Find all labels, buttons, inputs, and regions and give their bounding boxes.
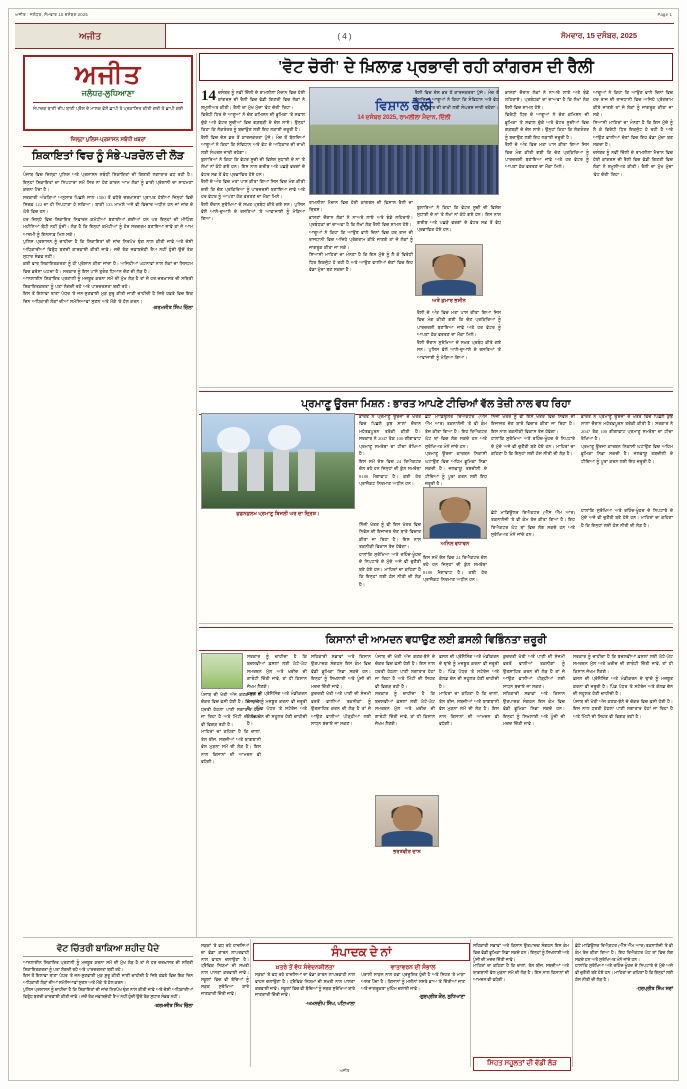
rally-col-2 [309,199,413,273]
nuclear-col-5 [359,521,421,588]
col-rule-2 [250,939,251,1067]
letters-col3-text2: ਮਾਹਿਰਾਂ ਦਾ ਕਹਿਣਾ ਹੈ ਕਿ ਦਾਲਾਂ, ਤੇਲ ਬੀਜ, ਸਬਜ਼ੀਆਂ ਅਤੇ ਬਾਗ਼ਬਾਨੀ ਵੱਲ ਮੁੜਨਾ ਸਮੇਂ ਦੀ ਲੋੜ ਹੈ। ਇਸ ਨਾਲ ਕਿਸਾਨਾਂ ਦੀ ਆਮਦਨ ਵੀ ਵਧੇਗੀ। [473,963,569,983]
nuclear-photo [201,413,355,509]
letter-2-title: ਵਾਤਾਵਰਨ ਦੀ ਸੰਭਾਲ [390,965,436,971]
nuclear-col-7 [491,509,575,539]
nuclear-author-face [441,497,470,523]
farm-p1: ਪੰਜਾਬ ਦੀ ਖੇਤੀ ਅੱਜ ਕਣਕ-ਝੋਨੇ ਦੇ ਚੱਕਰ ਵਿਚ ਫਸੀ ਹੋਈ ਹੈ। ਇਸ ਨਾਲ ਧਰਤੀ ਹੇਠਲਾ ਪਾਣੀ ਲਗਾਤਾਰ ਹੇਠਾਂ ਜਾ ਰਿਹਾ ਹੈ ਅਤੇ ਮਿੱਟੀ ਦੀ ਸਿਹਤ ਵੀ ਵਿਗੜ ਰਹੀ ਹੈ। [201,692,262,727]
nuclear-author-photo [423,487,487,539]
nuclear-p8: ਪ੍ਰਮਾਣੂ ਊਰਜਾ ਕਾਰਬਨ ਨਿਕਾਸੀ ਘਟਾਉਣ ਵਿਚ ਅਹਿਮ ਭੂਮਿਕਾ ਨਿਭਾ ਸਕਦੀ ਹੈ। ਜਲਵਾਯੂ ਤਬਦੀਲੀ ਦੇ ਟੀਚਿਆਂ ਨੂੰ ਪੂਰਾ ਕਰਨ ਲਈ ਇਹ ਜ਼ਰੂਰੀ ਹੈ। [581,443,673,464]
cooling-tower-2 [247,449,264,491]
rally-p5: ਰੈਲੀ ਦੇ ਅੰਤ ਵਿਚ ਮਤਾ ਪਾਸ ਕੀਤਾ ਗਿਆ ਜਿਸ ਵਿਚ ਮੰਗ ਕੀਤੀ ਗਈ ਕਿ ਚੋਣ ਪ੍ਰਕਿਰਿਆ ਨੂੰ ਪਾਰਦਰਸ਼ੀ ਬਣਾਇਆ ਜਾਵੇ ਅਤੇ ਹਰ ਵੋਟਰ ਨੂੰ ਆਪਣਾ ਹੱਕ ਵਰਤਣ ਦਾ ਮੌਕਾ ਮਿਲੇ। [201,179,305,200]
cooling-tower-1 [222,449,239,491]
nuclear-col-6 [423,554,487,584]
rally-p3: ਰੈਲੀ ਵਿਚ ਦੇਸ਼ ਭਰ ਤੋਂ ਕਾਰਜਕਰਤਾ ਪੁੱਜੇ। ਮੰਚ ਤੋਂ ਬੋਲਦਿਆਂ ਆਗੂਆਂ ਨੇ ਕਿਹਾ ਕਿ ਸੰਵਿਧਾਨ ਅਤੇ ਵੋਟ ਦੇ ਅਧਿਕਾਰ ਦੀ ਰਾਖੀ ਲਈ ਸੰਘਰਸ਼ ਜਾਰੀ ਰਹੇਗਾ। [201,134,305,155]
author-shoulders [422,280,476,295]
rally-p4: ਬੁਲਾਰਿਆਂ ਨੇ ਕਿਹਾ ਕਿ ਵੋਟਰ ਸੂਚੀ ਦੀ ਵਿਸ਼ੇਸ਼ ਸੁਧਾਈ ਦੇ ਨਾਂ 'ਤੇ ਲੱਖਾਂ ਨਾਂ ਕੱਟੇ ਗਏ ਹਨ। ਇਸ ਨਾਲ ਗ਼ਰੀਬ ਅਤੇ ਪਛੜੇ ਵਰਗਾਂ ਦੇ ਵੋਟਰ ਸਭ ਤੋਂ ਵੱਧ ਪ੍ਰਭਾਵਿਤ ਹੋਏ ਹਨ। [201,156,305,177]
bottom-left-heading: ਵੋਟ ਚਿੱਤਰੀ ਬਾਕਿਆ ਸ਼ਹੀਦ ਪੈਦੇ [56,943,160,953]
cooling-towers [214,431,342,491]
author-face [434,254,464,280]
farm-author-name: ਭਰਤਵੀਰ ਦਾਸ [393,849,421,855]
rally-p2: ਵਿਰੋਧੀ ਧਿਰ ਦੇ ਆਗੂਆਂ ਨੇ ਚੋਣ ਕਮਿਸ਼ਨ ਦੀ ਭੂਮਿਕਾ 'ਤੇ ਸਵਾਲ ਚੁੱਕੇ ਅਤੇ ਵੋਟਰ ਸੂਚੀਆਂ ਵਿਚ ਗੜਬੜੀ ਦੇ ਦੋਸ਼ ਲਾਏ। ਉਨ੍ਹਾਂ ਕਿਹਾ ਕਿ ਲੋਕਤੰਤਰ ਨੂੰ ਬਚਾਉਣ ਲਈ ਇਹ ਲੜਾਈ ਜ਼ਰੂਰੀ ਹੈ। [201,112,305,133]
nuclear-p10: ਹਾਲਾਂਕਿ ਸੁਰੱਖਿਆ ਅਤੇ ਰਹਿੰਦ-ਖੂੰਹਦ ਦੇ ਨਿਪਟਾਰੇ ਦੇ ਮੁੱਦੇ ਅਜੇ ਵੀ ਚੁਣੌਤੀ ਬਣੇ ਹੋਏ ਹਨ। ਮਾਹਿਰਾਂ ਦਾ ਕਹਿਣਾ ਹੈ ਕਿ ਇਨ੍ਹਾਂ ਲਈ ਠੋਸ ਨੀਤੀ ਦੀ ਲੋੜ ਹੈ। [359,551,421,587]
rally-x3: ਆਗੂਆਂ ਨੇ ਕਿਹਾ ਕਿ ਆਉਣ ਵਾਲੇ ਦਿਨਾਂ ਵਿਚ ਹਰ ਰਾਜ ਦੀ ਰਾਜਧਾਨੀ ਵਿਚ ਅਜਿਹੇ ਪ੍ਰੋਗਰਾਮ ਕੀਤੇ ਜਾਣਗੇ ਤਾਂ ਜੋ ਲੋਕਾਂ ਨੂੰ ਜਾਗਰੂਕ ਕੀਤਾ ਜਾ ਸਕੇ। [309,229,413,250]
right-block-title: ਸਿਹਤ ਸਹੂਲਤਾਂ ਦੀ ਵੱਡੀ ਲੋੜ [487,1059,557,1067]
rally-col-7 [593,89,673,178]
col-rule-4 [572,939,573,1067]
rally-col4-p1: ਬੁਲਾਰਿਆਂ ਨੇ ਕਿਹਾ ਕਿ ਵੋਟਰ ਸੂਚੀ ਦੀ ਵਿਸ਼ੇਸ਼ ਸੁਧਾਈ ਦੇ ਨਾਂ 'ਤੇ ਲੱਖਾਂ ਨਾਂ ਕੱਟੇ ਗਏ ਹਨ। ਇਸ ਨਾਲ ਗ਼ਰੀਬ ਅਤੇ ਪਛੜੇ ਵਰਗਾਂ ਦੇ ਵੋਟਰ ਸਭ ਤੋਂ ਵੱਧ ਪ੍ਰਭਾਵਿਤ ਹੋਏ ਹਨ। [417,205,501,233]
left-story-byline: -ਕਰਮਜੀਤ ਸਿੰਘ ਚਿੱਲਾ [152,305,193,312]
farm-p15: ਪੰਜਾਬ ਦੀ ਖੇਤੀ ਅੱਜ ਕਣਕ-ਝੋਨੇ ਦੇ ਚੱਕਰ ਵਿਚ ਫਸੀ ਹੋਈ ਹੈ। ਇਸ ਨਾਲ ਧਰਤੀ ਹੇਠਲਾ ਪਾਣੀ ਲਗਾਤਾਰ ਹੇਠਾਂ ਜਾ ਰਿਹਾ ਹੈ ਅਤੇ ਮਿੱਟੀ ਦੀ ਸਿਹਤ ਵੀ ਵਿਗੜ ਰਹੀ ਹੈ। [573,698,673,719]
cooling-tower-3 [273,449,290,491]
rally-col-1 [201,89,305,223]
edition-logo-text: ਅਜੀਤ [78,30,102,41]
nuclear-col-2 [425,413,487,487]
lead-headline-text: 'ਵੋਟ ਚੋਰੀ' ਦੇ ਖ਼ਿਲਾਫ਼ ਪ੍ਰਭਾਵੀ ਰਹੀ ਕਾਂਗਰਸ ਦੀ ਰੈਲੀ [277,57,595,76]
nuclear-p1: ਭਾਰਤ ਨੇ ਪ੍ਰਮਾਣੂ ਊਰਜਾ ਦੇ ਖੇਤਰ ਵਿਚ ਪਿਛਲੇ ਕੁਝ ਸਾਲਾਂ ਦੌਰਾਨ ਮਹੱਤਵਪੂਰਨ ਤਰੱਕੀ ਕੀਤੀ ਹੈ। ਸਰਕਾਰ ਨੇ 2047 ਤੱਕ 100 ਗੀਗਾਵਾਟ ਪ੍ਰਮਾਣੂ ਸਮਰੱਥਾ ਦਾ ਟੀਚਾ ਰੱਖਿਆ ਹੈ। [359,414,421,457]
nuclear-col-1 [359,413,421,487]
edition-bar [15,23,674,49]
bottom-left-p1: ਆਨਲਾਈਨ ਸ਼ਿਕਾਇਤ ਪ੍ਰਣਾਲੀ ਨੂੰ ਮਜ਼ਬੂਤ ਕਰਨਾ ਸਮੇਂ ਦੀ ਮੁੱਖ ਲੋੜ ਹੈ ਤਾਂ ਜੋ ਹਰ ਦਰਖ਼ਾਸਤ ਦੀ ਸਥਿਤੀ ਸ਼ਿਕਾਇਤਕਰਤਾ ਨੂੰ ਪਤਾ ਲੱਗਦੀ ਰਹੇ ਅਤੇ ਪਾਰਦਰਸ਼ਤਾ ਬਣੀ ਰਹੇ। [23,959,193,972]
rally-banner-subtext: 14 ਦਸੰਬਰ 2025, ਰਾਮਲੀਲਾ ਮੈਦਾਨ, ਦਿੱਲੀ [357,115,451,121]
farm-p11: ਕੁਦਰਤੀ ਖੇਤੀ ਅਤੇ ਪਾਣੀ ਦੀ ਸੰਜਮੀ ਵਰਤੋਂ ਵਾਲੀਆਂ ਤਕਨੀਕਾਂ ਨੂੰ ਉਤਸ਼ਾਹਿਤ ਕਰਨ ਦੀ ਲੋੜ ਹੈ ਤਾਂ ਜੋ ਆਉਣ ਵਾਲੀਆਂ ਪੀੜ੍ਹੀਆਂ ਲਈ ਸਾਧਨ ਬਚਾਏ ਜਾ ਸਕਣ। [503,654,565,689]
farm-p4: ਫ਼ਸਲ ਦੀ ਪ੍ਰੋਸੈਸਿੰਗ ਅਤੇ ਮੰਡੀਕਰਨ ਦੇ ਢਾਂਚੇ ਨੂੰ ਮਜ਼ਬੂਤ ਕਰਨਾ ਵੀ ਜ਼ਰੂਰੀ ਹੈ। ਪਿੰਡ ਪੱਧਰ 'ਤੇ ਸਟੋਰੇਜ ਅਤੇ ਕੋਲਡ ਚੇਨ ਦੀ ਸਹੂਲਤ ਹੋਣੀ ਚਾਹੀਦੀ ਹੈ। [247,691,307,726]
farm-col-6 [503,653,565,727]
rally-banner-text: ਵਿਸ਼ਾਲ ਰੈਲੀ [375,98,433,113]
letters-col-3 [473,943,569,984]
kicker-rule [23,146,193,147]
masthead-divider [33,102,183,103]
farm-p12: ਸਹਿਕਾਰੀ ਸਭਾਵਾਂ ਅਤੇ ਕਿਸਾਨ ਉਤਪਾਦਕ ਸੰਗਠਨ ਇਸ ਕੰਮ ਵਿਚ ਵੱਡੀ ਭੂਮਿਕਾ ਨਿਭਾ ਸਕਦੇ ਹਨ। ਇਨ੍ਹਾਂ ਨੂੰ ਸਿਖਲਾਈ ਅਤੇ ਪੂੰਜੀ ਦੀ ਮਦਦ ਦਿੱਤੀ ਜਾਵੇ। [503,691,565,726]
nuclear-p3: ਛੋਟੇ ਮਾਡਿਊਲਰ ਰਿਐਕਟਰ (ਐੱਸ ਐੱਮ ਆਰ) ਤਕਨਾਲੋਜੀ 'ਤੇ ਵੀ ਕੰਮ ਤੇਜ਼ ਕੀਤਾ ਗਿਆ ਹੈ। ਇਹ ਰਿਐਕਟਰ ਘੱਟ ਥਾਂ ਵਿਚ ਲੱਗ ਸਕਦੇ ਹਨ ਅਤੇ ਸੁਰੱਖਿਅਤ ਮੰਨੇ ਜਾਂਦੇ ਹਨ। [425,414,487,449]
rally-x4: ਸਿਆਸੀ ਮਾਹਿਰਾਂ ਦਾ ਮੰਨਣਾ ਹੈ ਕਿ ਇਸ ਮੁੱਦੇ ਨੂੰ ਲੈ ਕੇ ਵਿਰੋਧੀ ਧਿਰ ਇਕਜੁੱਟ ਹੋ ਰਹੀ ਹੈ ਅਤੇ ਆਉਣ ਵਾਲੀਆਂ ਚੋਣਾਂ ਵਿਚ ਇਹ ਵੱਡਾ ਮੁੱਦਾ ਬਣ ਸਕਦਾ ਹੈ। [309,252,413,272]
farm-p13: ਸਰਕਾਰ ਨੂੰ ਚਾਹੀਦਾ ਹੈ ਕਿ ਬਦਲਵੀਆਂ ਫ਼ਸਲਾਂ ਲਈ ਘੱਟੋ-ਘੱਟ ਸਮਰਥਨ ਮੁੱਲ ਅਤੇ ਖ਼ਰੀਦ ਦੀ ਗਾਰੰਟੀ ਦਿੱਤੀ ਜਾਵੇ, ਤਾਂ ਹੀ ਕਿਸਾਨ ਜੋਖਮ ਲੈਣਗੇ। [573,654,673,674]
nuclear-author-shoulders [430,523,481,538]
farm-p8: ਸਰਕਾਰ ਨੂੰ ਚਾਹੀਦਾ ਹੈ ਕਿ ਬਦਲਵੀਆਂ ਫ਼ਸਲਾਂ ਲਈ ਘੱਟੋ-ਘੱਟ ਸਮਰਥਨ ਮੁੱਲ ਅਤੇ ਖ਼ਰੀਦ ਦੀ ਗਾਰੰਟੀ ਦਿੱਤੀ ਜਾਵੇ, ਤਾਂ ਹੀ ਕਿਸਾਨ ਜੋਖਮ ਲੈਣਗੇ। [375,691,435,726]
rally-col-4 [417,204,501,234]
rally-crowd [310,145,498,194]
nuclear-p12: ਛੋਟੇ ਮਾਡਿਊਲਰ ਰਿਐਕਟਰ (ਐੱਸ ਐੱਮ ਆਰ) ਤਕਨਾਲੋਜੀ 'ਤੇ ਵੀ ਕੰਮ ਤੇਜ਼ ਕੀਤਾ ਗਿਆ ਹੈ। ਇਹ ਰਿਐਕਟਰ ਘੱਟ ਥਾਂ ਵਿਚ ਲੱਗ ਸਕਦੇ ਹਨ ਅਤੇ ਸੁਰੱਖਿਅਤ ਮੰਨੇ ਜਾਂਦੇ ਹਨ। [491,510,575,538]
letters-intro: ਸੜਕਾਂ 'ਤੇ ਵਧ ਰਹੇ ਹਾਦਸਿਆਂ ਦਾ ਵੱਡਾ ਕਾਰਨ ਲਾਪਰਵਾਹੀ ਨਾਲ ਵਾਹਨ ਚਲਾਉਣਾ ਹੈ। ਟ੍ਰੈਫਿਕ ਨਿਯਮਾਂ ਦੀ ਸਖ਼ਤੀ ਨਾਲ ਪਾਲਣਾ ਕਰਵਾਈ ਜਾਵੇ। ਸਕੂਲਾਂ ਵਿਚ ਵੀ ਬੱਚਿਆਂ ਨੂੰ ਸੜਕ ਸੁਰੱਖਿਆ ਬਾਰੇ ਜਾਣਕਾਰੀ ਦਿੱਤੀ ਜਾਵੇ। [201,943,249,996]
dept-kicker: ਜ਼ਿਲ੍ਹਾ ਪੁਲਿਸ-ਪ੍ਰਸ਼ਾਸਨ ਸਬੰਧੀ ਖ਼ਬਰਾਂ [70,137,146,143]
left-story-p3: ਹਰ ਜ਼ਿਲ੍ਹੇ ਵਿਚ ਸ਼ਿਕਾਇਤ ਨਿਵਾਰਨ ਕਮੇਟੀਆਂ ਬਣਾਈਆਂ ਗਈਆਂ ਹਨ ਪਰ ਇਨ੍ਹਾਂ ਦੀ ਮੀਟਿੰਗ ਮਹੀਨਿਆਂ ਬੱਧੀ ਨਹੀਂ ਹੁੰਦੀ। ਲੋੜ ਹੈ ਕਿ ਇਨ੍ਹਾਂ ਕਮੇਟੀਆਂ ਨੂੰ ਹੋਰ ਸਰਗਰਮ ਬਣਾਇਆ ਜਾਵੇ ਤਾਂ ਜੋ ਆਮ ਆਦਮੀ ਨੂੰ ਇਨਸਾਫ਼ ਮਿਲ ਸਕੇ। [23,216,193,237]
section-divider-1 [199,387,673,388]
masthead-address: ਸੰਪਾਦਕ ਬਾਣੀ ਦੀਪ ਬਾਣੀ ਪ੍ਰੈੱਸ ਦੇ ਮਾਲਕ ਵੱਲੋਂ ਛਾਪੀ ਤੇ ਪ੍ਰਕਾਸ਼ਿਤ ਕੀਤੀ ਗਈ ਤੇ ਛਾਪੀ ਗਈ [32,106,184,112]
edition-logo [15,24,166,48]
letters-col4-sign: -ਹਰਪ੍ਰੀਤ ਸਿੰਘ ਸਰਾਂ [636,986,673,992]
bottom-left-column [23,943,193,1009]
farm-p3: ਸਰਕਾਰ ਨੂੰ ਚਾਹੀਦਾ ਹੈ ਕਿ ਬਦਲਵੀਆਂ ਫ਼ਸਲਾਂ ਲਈ ਘੱਟੋ-ਘੱਟ ਸਮਰਥਨ ਮੁੱਲ ਅਤੇ ਖ਼ਰੀਦ ਦੀ ਗਾਰੰਟੀ ਦਿੱਤੀ ਜਾਵੇ, ਤਾਂ ਹੀ ਕਿਸਾਨ ਜੋਖਮ ਲੈਣਗੇ। [247,654,307,689]
bottom-left-sign: -ਕਰਮਜੀਤ ਸਿੰਘ ਚਿੱਲਾ [153,1003,193,1009]
farm-col-7 [573,653,673,720]
left-story-p5: ਕਈ ਵਾਰ ਸ਼ਿਕਾਇਤਕਰਤਾ ਨੂੰ ਹੀ ਪ੍ਰੇਸ਼ਾਨ ਕੀਤਾ ਜਾਂਦਾ ਹੈ। ਅਜਿਹੀਆਂ ਘਟਨਾਵਾਂ ਨਾਲ ਲੋਕਾਂ ਦਾ ਸਿਸਟਮ ਵਿਚ ਭਰੋਸਾ ਘਟਦਾ ਹੈ। ਸਰਕਾਰ ਨੂੰ ਇਸ ਪਾਸੇ ਤੁਰੰਤ ਧਿਆਨ ਦੇਣ ਦੀ ਲੋੜ ਹੈ। [23,261,193,274]
bottom-left-rule [23,956,193,957]
letter-1-sign: -ਅਮਨਦੀਪ ਸਿੰਘ, ਪਟਿਆਲਾ [305,1002,355,1008]
letters-col4-text2: ਹਾਲਾਂਕਿ ਸੁਰੱਖਿਆ ਅਤੇ ਰਹਿੰਦ-ਖੂੰਹਦ ਦੇ ਨਿਪਟਾਰੇ ਦੇ ਮੁੱਦੇ ਅਜੇ ਵੀ ਚੁਣੌਤੀ ਬਣੇ ਹੋਏ ਹਨ। ਮਾਹਿਰਾਂ ਦਾ ਕਹਿਣਾ ਹੈ ਕਿ ਇਨ੍ਹਾਂ ਲਈ ਠੋਸ ਨੀਤੀ ਦੀ ਲੋੜ ਹੈ। [575,963,673,983]
nuclear-p6: ਹਾਲਾਂਕਿ ਸੁਰੱਖਿਆ ਅਤੇ ਰਹਿੰਦ-ਖੂੰਹਦ ਦੇ ਨਿਪਟਾਰੇ ਦੇ ਮੁੱਦੇ ਅਜੇ ਵੀ ਚੁਣੌਤੀ ਬਣੇ ਹੋਏ ਹਨ। ਮਾਹਿਰਾਂ ਦਾ ਕਹਿਣਾ ਹੈ ਕਿ ਇਨ੍ਹਾਂ ਲਈ ਠੋਸ ਨੀਤੀ ਦੀ ਲੋੜ ਹੈ। [491,436,575,457]
left-story-rule [23,166,193,167]
col-rule-1 [196,53,197,937]
bottom-left-p3: ਪੁਲਿਸ ਪ੍ਰਸ਼ਾਸਨ ਨੂੰ ਚਾਹੀਦਾ ਹੈ ਕਿ ਸ਼ਿਕਾਇਤਾਂ ਦੀ ਜਾਂਚ ਨਿਰਪੱਖ ਢੰਗ ਨਾਲ ਕੀਤੀ ਜਾਵੇ ਅਤੇ ਦੋਸ਼ੀ ਅਧਿਕਾਰੀਆਂ ਵਿਰੁੱਧ ਬਣਦੀ ਕਾਰਵਾਈ ਕੀਤੀ ਜਾਵੇ। ਜਦੋਂ ਤੱਕ ਜਵਾਬਦੇਹੀ ਤੈਅ ਨਹੀਂ ਹੁੰਦੀ ਉਦੋਂ ਤੱਕ ਸੁਧਾਰ ਸੰਭਵ ਨਹੀਂ। [23,987,193,999]
nuclear-p11: ਇਸ ਸਮੇਂ ਦੇਸ਼ ਵਿਚ 24 ਰਿਐਕਟਰ ਚੱਲ ਰਹੇ ਹਨ ਜਿਨ੍ਹਾਂ ਦੀ ਕੁੱਲ ਸਮਰੱਥਾ 8180 ਮੈਗਾਵਾਟ ਹੈ। ਕਈ ਹੋਰ ਪ੍ਰਾਜੈਕਟ ਨਿਰਮਾਣ ਅਧੀਨ ਹਨ। [423,555,487,583]
letter-2-text: ਪਰਾਲੀ ਸਾੜਨ ਨਾਲ ਹਵਾ ਪ੍ਰਦੂਸ਼ਿਤ ਹੁੰਦੀ ਹੈ ਅਤੇ ਸਿਹਤ 'ਤੇ ਮਾੜਾ ਅਸਰ ਪੈਂਦਾ ਹੈ। ਕਿਸਾਨਾਂ ਨੂੰ ਮਸ਼ੀਨਾਂ ਸਸਤੇ ਭਾਅ 'ਤੇ ਦਿੱਤੀਆਂ ਜਾਣ ਅਤੇ ਜਾਗਰੂਕਤਾ ਮੁਹਿੰਮ ਚਲਾਈ ਜਾਵੇ। [361,972,465,991]
section-divider-3 [23,937,673,938]
masthead-subtitle: ਜਲੰਧਰ-ਲੁਧਿਆਣਾ [81,89,135,99]
letter-1-text: ਸੜਕਾਂ 'ਤੇ ਵਧ ਰਹੇ ਹਾਦਸਿਆਂ ਦਾ ਵੱਡਾ ਕਾਰਨ ਲਾਪਰਵਾਹੀ ਨਾਲ ਵਾਹਨ ਚਲਾਉਣਾ ਹੈ। ਟ੍ਰੈਫਿਕ ਨਿਯਮਾਂ ਦੀ ਸਖ਼ਤੀ ਨਾਲ ਪਾਲਣਾ ਕਰਵਾਈ ਜਾਵੇ। ਸਕੂਲਾਂ ਵਿਚ ਵੀ ਬੱਚਿਆਂ ਨੂੰ ਸੜਕ ਸੁਰੱਖਿਆ ਬਾਰੇ ਜਾਣਕਾਰੀ ਦਿੱਤੀ ਜਾਵੇ। [255,972,355,998]
rally-x2: ਭਾਸ਼ਣਾਂ ਦੌਰਾਨ ਲੋਕਾਂ ਨੇ ਨਾਅਰੇ ਲਾਏ ਅਤੇ ਝੰਡੇ ਲਹਿਰਾਏ। ਪ੍ਰਬੰਧਕਾਂ ਦਾ ਦਾਅਵਾ ਹੈ ਕਿ ਲੱਖਾਂ ਲੋਕ ਰੈਲੀ ਵਿਚ ਸ਼ਾਮਲ ਹੋਏ। [309,214,413,228]
col-rule-3 [470,939,471,1067]
farm-photo [201,653,243,689]
rally-dropcap: 14 [201,88,216,104]
rally-p1-text: ਦਸੰਬਰ ਨੂੰ ਨਵੀਂ ਦਿੱਲੀ ਦੇ ਰਾਮਲੀਲਾ ਮੈਦਾਨ ਵਿਚ ਹੋਈ ਕਾਂਗਰਸ ਦੀ ਰੈਲੀ ਵਿਚ ਵੱਡੀ ਗਿਣਤੀ ਵਿਚ ਲੋਕਾਂ ਨੇ ਸ਼ਮੂਲੀਅਤ ਕੀਤੀ। ਰੈਲੀ ਦਾ ਮੁੱਖ ਮੁੱਦਾ 'ਵੋਟ ਚੋਰੀ' ਰਿਹਾ। [201,90,305,110]
nuclear-p13: ਹਾਲਾਂਕਿ ਸੁਰੱਖਿਆ ਅਤੇ ਰਹਿੰਦ-ਖੂੰਹਦ ਦੇ ਨਿਪਟਾਰੇ ਦੇ ਮੁੱਦੇ ਅਜੇ ਵੀ ਚੁਣੌਤੀ ਬਣੇ ਹੋਏ ਹਨ। ਮਾਹਿਰਾਂ ਦਾ ਕਹਿਣਾ ਹੈ ਕਿ ਇਨ੍ਹਾਂ ਲਈ ਠੋਸ ਨੀਤੀ ਦੀ ਲੋੜ ਹੈ। [581,508,673,528]
left-story-p4: ਪੁਲਿਸ ਪ੍ਰਸ਼ਾਸਨ ਨੂੰ ਚਾਹੀਦਾ ਹੈ ਕਿ ਸ਼ਿਕਾਇਤਾਂ ਦੀ ਜਾਂਚ ਨਿਰਪੱਖ ਢੰਗ ਨਾਲ ਕੀਤੀ ਜਾਵੇ ਅਤੇ ਦੋਸ਼ੀ ਅਧਿਕਾਰੀਆਂ ਵਿਰੁੱਧ ਬਣਦੀ ਕਾਰਵਾਈ ਕੀਤੀ ਜਾਵੇ। ਜਦੋਂ ਤੱਕ ਜਵਾਬਦੇਹੀ ਤੈਅ ਨਹੀਂ ਹੁੰਦੀ ਉਦੋਂ ਤੱਕ ਸੁਧਾਰ ਸੰਭਵ ਨਹੀਂ। [23,239,193,259]
rally-p1 [201,89,305,111]
rally-photo-caption: ਰਾਮਲੀਲਾ ਮੈਦਾਨ ਵਿਚ ਹੋਈ ਕਾਂਗਰਸ ਦੀ ਵਿਸ਼ਾਲ ਰੈਲੀ ਦਾ ਦ੍ਰਿਸ਼। [309,200,413,213]
left-story-p7: ਇਸ ਤੋਂ ਇਲਾਵਾ ਥਾਣਾ ਪੱਧਰ 'ਤੇ ਜਨ-ਸੁਣਵਾਈ ਮੁੜ ਸ਼ੁਰੂ ਕੀਤੀ ਜਾਣੀ ਚਾਹੀਦੀ ਹੈ ਜਿਥੇ ਹਫ਼ਤੇ ਵਿਚ ਇਕ ਦਿਨ ਅਧਿਕਾਰੀ ਲੋਕਾਂ ਦੀਆਂ ਸਮੱਸਿਆਵਾਂ ਸੁਣਨ ਅਤੇ ਮੌਕੇ 'ਤੇ ਹੱਲ ਕਰਨ। [23,291,193,304]
bottom-left-p2: ਇਸ ਤੋਂ ਇਲਾਵਾ ਥਾਣਾ ਪੱਧਰ 'ਤੇ ਜਨ-ਸੁਣਵਾਈ ਮੁੜ ਸ਼ੁਰੂ ਕੀਤੀ ਜਾਣੀ ਚਾਹੀਦੀ ਹੈ ਜਿਥੇ ਹਫ਼ਤੇ ਵਿਚ ਇਕ ਦਿਨ ਅਧਿਕਾਰੀ ਲੋਕਾਂ ਦੀਆਂ ਸਮੱਸਿਆਵਾਂ ਸੁਣਨ ਅਤੇ ਮੌਕੇ 'ਤੇ ਹੱਲ ਕਰਨ। [23,973,193,986]
farm-col-2 [247,653,307,727]
farm-p2: ਮਾਹਿਰਾਂ ਦਾ ਕਹਿਣਾ ਹੈ ਕਿ ਦਾਲਾਂ, ਤੇਲ ਬੀਜ, ਸਬਜ਼ੀਆਂ ਅਤੇ ਬਾਗ਼ਬਾਨੀ ਵੱਲ ਮੁੜਨਾ ਸਮੇਂ ਦੀ ਲੋੜ ਹੈ। ਇਸ ਨਾਲ ਕਿਸਾਨਾਂ ਦੀ ਆਮਦਨ ਵੀ ਵਧੇਗੀ। [201,729,261,764]
smoke-plume-2 [268,425,301,450]
letters-col3-text: ਸਹਿਕਾਰੀ ਸਭਾਵਾਂ ਅਤੇ ਕਿਸਾਨ ਉਤਪਾਦਕ ਸੰਗਠਨ ਇਸ ਕੰਮ ਵਿਚ ਵੱਡੀ ਭੂਮਿਕਾ ਨਿਭਾ ਸਕਦੇ ਹਨ। ਇਨ੍ਹਾਂ ਨੂੰ ਸਿਖਲਾਈ ਅਤੇ ਪੂੰਜੀ ਦੀ ਮਦਦ ਦਿੱਤੀ ਜਾਵੇ। [473,943,569,962]
rally-col3-p1: ਰੈਲੀ ਵਿਚ ਦੇਸ਼ ਭਰ ਤੋਂ ਕਾਰਜਕਰਤਾ ਪੁੱਜੇ। ਮੰਚ ਤੋਂ ਬੋਲਦਿਆਂ ਆਗੂਆਂ ਨੇ ਕਿਹਾ ਕਿ ਸੰਵਿਧਾਨ ਅਤੇ ਵੋਟ ਦੇ ਅਧਿਕਾਰ ਦੀ ਰਾਖੀ ਲਈ ਸੰਘਰਸ਼ ਜਾਰੀ ਰਹੇਗਾ। [415,90,499,110]
nuclear-p5: ਨਿੱਜੀ ਖੇਤਰ ਨੂੰ ਵੀ ਇਸ ਖੇਤਰ ਵਿਚ ਨਿਵੇਸ਼ ਦੀ ਇਜਾਜ਼ਤ ਦੇਣ ਬਾਰੇ ਵਿਚਾਰ ਕੀਤਾ ਜਾ ਰਿਹਾ ਹੈ। ਇਸ ਨਾਲ ਤਕਨੀਕੀ ਵਿਕਾਸ ਤੇਜ਼ ਹੋਵੇਗਾ। [491,414,575,434]
farm-p14: ਫ਼ਸਲ ਦੀ ਪ੍ਰੋਸੈਸਿੰਗ ਅਤੇ ਮੰਡੀਕਰਨ ਦੇ ਢਾਂਚੇ ਨੂੰ ਮਜ਼ਬੂਤ ਕਰਨਾ ਵੀ ਜ਼ਰੂਰੀ ਹੈ। ਪਿੰਡ ਪੱਧਰ 'ਤੇ ਸਟੋਰੇਜ ਅਤੇ ਕੋਲਡ ਚੇਨ ਦੀ ਸਹੂਲਤ ਹੋਣੀ ਚਾਹੀਦੀ ਹੈ। [573,676,673,697]
section-divider-2 [199,623,673,624]
letter-1 [255,965,355,1007]
nuclear-p4: ਪ੍ਰਮਾਣੂ ਊਰਜਾ ਕਾਰਬਨ ਨਿਕਾਸੀ ਘਟਾਉਣ ਵਿਚ ਅਹਿਮ ਭੂਮਿਕਾ ਨਿਭਾ ਸਕਦੀ ਹੈ। ਜਲਵਾਯੂ ਤਬਦੀਲੀ ਦੇ ਟੀਚਿਆਂ ਨੂੰ ਪੂਰਾ ਕਰਨ ਲਈ ਇਹ ਜ਼ਰੂਰੀ ਹੈ। [425,451,487,486]
farm-p6: ਕੁਦਰਤੀ ਖੇਤੀ ਅਤੇ ਪਾਣੀ ਦੀ ਸੰਜਮੀ ਵਰਤੋਂ ਵਾਲੀਆਂ ਤਕਨੀਕਾਂ ਨੂੰ ਉਤਸ਼ਾਹਿਤ ਕਰਨ ਦੀ ਲੋੜ ਹੈ ਤਾਂ ਜੋ ਆਉਣ ਵਾਲੀਆਂ ਪੀੜ੍ਹੀਆਂ ਲਈ ਸਾਧਨ ਬਚਾਏ ਜਾ ਸਕਣ। [311,691,371,726]
rally-col5-p2: ਰੈਲੀ ਦੌਰਾਨ ਸੁਰੱਖਿਆ ਦੇ ਸਖ਼ਤ ਪ੍ਰਬੰਧ ਕੀਤੇ ਗਏ ਸਨ। ਪੁਲਿਸ ਵੱਲੋਂ ਆਲੇ-ਦੁਆਲੇ ਦੇ ਰਸਤਿਆਂ 'ਤੇ ਆਵਾਜਾਈ ਨੂੰ ਮੋੜਿਆ ਗਿਆ। [417,339,501,360]
nuclear-photo-caption: ਕੁਡਨਕੁਲਮ ਪ੍ਰਮਾਣੂ ਬਿਜਲੀ ਘਰ ਦਾ ਦ੍ਰਿਸ਼। [236,511,320,517]
nuclear-col-8 [581,507,673,529]
print-header-left: ਅਜੀਤ : ਜਲੰਧਰ, ਸੋਮਵਾਰ 15 ਦਸੰਬਰ 2025 [15,12,88,17]
letter-2-sign: -ਗੁਰਪ੍ਰੀਤ ਕੌਰ, ਲੁਧਿਆਣਾ [418,995,465,1001]
rally-author-photo [415,244,483,296]
page-footer-text: ਅਜੀਤ [339,1068,350,1073]
farm-author-shoulders [382,831,433,846]
farm-p9: ਫ਼ਸਲ ਦੀ ਪ੍ਰੋਸੈਸਿੰਗ ਅਤੇ ਮੰਡੀਕਰਨ ਦੇ ਢਾਂਚੇ ਨੂੰ ਮਜ਼ਬੂਤ ਕਰਨਾ ਵੀ ਜ਼ਰੂਰੀ ਹੈ। ਪਿੰਡ ਪੱਧਰ 'ਤੇ ਸਟੋਰੇਜ ਅਤੇ ਕੋਲਡ ਚੇਨ ਦੀ ਸਹੂਲਤ ਹੋਣੀ ਚਾਹੀਦੀ ਹੈ। [439,654,499,689]
farm-col-4 [375,653,435,727]
print-header [9,9,678,20]
print-header-right: Page 1 [657,12,672,17]
farm-p10: ਮਾਹਿਰਾਂ ਦਾ ਕਹਿਣਾ ਹੈ ਕਿ ਦਾਲਾਂ, ਤੇਲ ਬੀਜ, ਸਬਜ਼ੀਆਂ ਅਤੇ ਬਾਗ਼ਬਾਨੀ ਵੱਲ ਮੁੜਨਾ ਸਮੇਂ ਦੀ ਲੋੜ ਹੈ। ਇਸ ਨਾਲ ਕਿਸਾਨਾਂ ਦੀ ਆਮਦਨ ਵੀ ਵਧੇਗੀ। [439,691,499,726]
letters-title: ਸੰਪਾਦਕ ਦੇ ਨਾਂ [331,945,392,959]
rally-col-5 [417,309,501,361]
rally-x1: ਰੈਲੀ ਦੌਰਾਨ ਸੁਰੱਖਿਆ ਦੇ ਸਖ਼ਤ ਪ੍ਰਬੰਧ ਕੀਤੇ ਗਏ ਸਨ। ਪੁਲਿਸ ਵੱਲੋਂ ਆਲੇ-ਦੁਆਲੇ ਦੇ ਰਸਤਿਆਂ 'ਤੇ ਆਵਾਜਾਈ ਨੂੰ ਮੋੜਿਆ ਗਿਆ। [201,201,305,222]
rally-col7-p1: ਆਗੂਆਂ ਨੇ ਕਿਹਾ ਕਿ ਆਉਣ ਵਾਲੇ ਦਿਨਾਂ ਵਿਚ ਹਰ ਰਾਜ ਦੀ ਰਾਜਧਾਨੀ ਵਿਚ ਅਜਿਹੇ ਪ੍ਰੋਗਰਾਮ ਕੀਤੇ ਜਾਣਗੇ ਤਾਂ ਜੋ ਲੋਕਾਂ ਨੂੰ ਜਾਗਰੂਕ ਕੀਤਾ ਜਾ ਸਕੇ। [593,90,673,118]
letter-1-title: ਖ਼ਤਰੇ ਤੋਂ ਵੱਧ ਸੰਵੇਦਨਸ਼ੀਲਤਾ [275,965,335,971]
masthead-logo-box [23,55,193,131]
farm-author-face [393,805,422,831]
nuclear-heading: ਪ੍ਰਮਾਣੂ ਊਰਜਾ ਮਿਸ਼ਨ : ਭਾਰਤ ਆਪਣੇ ਟੀਚਿਆਂ ਵੱਲ ਤੇਜ਼ੀ ਨਾਲ ਵਧ ਰਿਹਾ [301,399,571,410]
farm-author-photo [375,795,439,847]
rally-col6-p1: ਭਾਸ਼ਣਾਂ ਦੌਰਾਨ ਲੋਕਾਂ ਨੇ ਨਾਅਰੇ ਲਾਏ ਅਤੇ ਝੰਡੇ ਲਹਿਰਾਏ। ਪ੍ਰਬੰਧਕਾਂ ਦਾ ਦਾਅਵਾ ਹੈ ਕਿ ਲੱਖਾਂ ਲੋਕ ਰੈਲੀ ਵਿਚ ਸ਼ਾਮਲ ਹੋਏ। [505,90,589,110]
rally-col7-p2: ਸਿਆਸੀ ਮਾਹਿਰਾਂ ਦਾ ਮੰਨਣਾ ਹੈ ਕਿ ਇਸ ਮੁੱਦੇ ਨੂੰ ਲੈ ਕੇ ਵਿਰੋਧੀ ਧਿਰ ਇਕਜੁੱਟ ਹੋ ਰਹੀ ਹੈ ਅਤੇ ਆਉਣ ਵਾਲੀਆਂ ਚੋਣਾਂ ਵਿਚ ਇਹ ਵੱਡਾ ਮੁੱਦਾ ਬਣ ਸਕਦਾ ਹੈ। [593,119,673,148]
smoke-plume-1 [217,427,250,452]
left-story-heading: ਸ਼ਿਕਾਇਤਾਂ ਵਿਚ ਨੂੰ ਸੰਭੇ-ਪੜਚੋਲ ਦੀ ਲੋੜ [31,150,185,162]
letters-col-0 [201,943,249,998]
farm-col-3 [311,653,371,727]
rally-col-3 [415,89,499,111]
issue-date-text: ਸੋਮਵਾਰ, 15 ਦਸੰਬਰ, 2025 [560,31,638,40]
letters-col4-text: ਛੋਟੇ ਮਾਡਿਊਲਰ ਰਿਐਕਟਰ (ਐੱਸ ਐੱਮ ਆਰ) ਤਕਨਾਲੋਜੀ 'ਤੇ ਵੀ ਕੰਮ ਤੇਜ਼ ਕੀਤਾ ਗਿਆ ਹੈ। ਇਹ ਰਿਐਕਟਰ ਘੱਟ ਥਾਂ ਵਿਚ ਲੱਗ ਸਕਦੇ ਹਨ ਅਤੇ ਸੁਰੱਖਿਅਤ ਮੰਨੇ ਜਾਂਦੇ ਹਨ। [575,943,673,962]
lead-headline [199,53,673,81]
nuclear-p2: ਇਸ ਸਮੇਂ ਦੇਸ਼ ਵਿਚ 24 ਰਿਐਕਟਰ ਚੱਲ ਰਹੇ ਹਨ ਜਿਨ੍ਹਾਂ ਦੀ ਕੁੱਲ ਸਮਰੱਥਾ 8180 ਮੈਗਾਵਾਟ ਹੈ। ਕਈ ਹੋਰ ਪ੍ਰਾਜੈਕਟ ਨਿਰਮਾਣ ਅਧੀਨ ਹਨ। [359,458,421,486]
nuclear-col-4 [581,413,673,465]
rally-author-caption: ਅਤੇ ਕੁਮਾਰ ਭਸੀਨ [432,298,466,304]
rally-col6-p3: ਰੈਲੀ ਦੇ ਅੰਤ ਵਿਚ ਮਤਾ ਪਾਸ ਕੀਤਾ ਗਿਆ ਜਿਸ ਵਿਚ ਮੰਗ ਕੀਤੀ ਗਈ ਕਿ ਚੋਣ ਪ੍ਰਕਿਰਿਆ ਨੂੰ ਪਾਰਦਰਸ਼ੀ ਬਣਾਇਆ ਜਾਵੇ ਅਤੇ ਹਰ ਵੋਟਰ ਨੂੰ ਆਪਣਾ ਹੱਕ ਵਰਤਣ ਦਾ ਮੌਕਾ ਮਿਲੇ। [505,142,589,170]
cooling-tower-4 [298,449,315,491]
letters-header [253,943,470,961]
page-footer [15,1066,674,1076]
letter-2 [361,965,465,1000]
rally-col7-p3: ਦਸੰਬਰ ਨੂੰ ਨਵੀਂ ਦਿੱਲੀ ਦੇ ਰਾਮਲੀਲਾ ਮੈਦਾਨ ਵਿਚ ਹੋਈ ਕਾਂਗਰਸ ਦੀ ਰੈਲੀ ਵਿਚ ਵੱਡੀ ਗਿਣਤੀ ਵਿਚ ਲੋਕਾਂ ਨੇ ਸ਼ਮੂਲੀਅਤ ਕੀਤੀ। ਰੈਲੀ ਦਾ ਮੁੱਖ ਮੁੱਦਾ 'ਵੋਟ ਚੋਰੀ' ਰਿਹਾ। [593,149,673,177]
nuclear-col-3 [491,413,575,458]
farm-heading: ਕਿਸਾਨਾਂ ਦੀ ਆਮਦਨ ਵਧਾਉਣ ਲਈ ਫ਼ਸਲੀ ਵਿਭਿੰਨਤਾ ਜ਼ਰੂਰੀ [325,635,547,646]
page-number-text: ( 4 ) [337,31,352,41]
letters-col-4 [575,943,673,992]
rally-col6-p2: ਵਿਰੋਧੀ ਧਿਰ ਦੇ ਆਗੂਆਂ ਨੇ ਚੋਣ ਕਮਿਸ਼ਨ ਦੀ ਭੂਮਿਕਾ 'ਤੇ ਸਵਾਲ ਚੁੱਕੇ ਅਤੇ ਵੋਟਰ ਸੂਚੀਆਂ ਵਿਚ ਗੜਬੜੀ ਦੇ ਦੋਸ਼ ਲਾਏ। ਉਨ੍ਹਾਂ ਕਿਹਾ ਕਿ ਲੋਕਤੰਤਰ ਨੂੰ ਬਚਾਉਣ ਲਈ ਇਹ ਲੜਾਈ ਜ਼ਰੂਰੀ ਹੈ। [505,112,589,140]
nuclear-heading-bar [199,391,673,415]
page-number [165,24,524,48]
left-story-p1: ਪੰਜਾਬ ਵਿਚ ਜ਼ਿਲ੍ਹਾ ਪੁਲਿਸ ਅਤੇ ਪ੍ਰਸ਼ਾਸਨ ਸਬੰਧੀ ਸ਼ਿਕਾਇਤਾਂ ਦੀ ਗਿਣਤੀ ਲਗਾਤਾਰ ਵਧ ਰਹੀ ਹੈ। ਇਨ੍ਹਾਂ ਸ਼ਿਕਾਇਤਾਂ ਦਾ ਨਿਪਟਾਰਾ ਸਮੇਂ ਸਿਰ ਨਾ ਹੋਣ ਕਾਰਨ ਆਮ ਲੋਕਾਂ ਨੂੰ ਭਾਰੀ ਪ੍ਰੇਸ਼ਾਨੀ ਦਾ ਸਾਹਮਣਾ ਕਰਨਾ ਪੈਂਦਾ ਹੈ। [23,172,193,193]
farm-col-5 [439,653,499,727]
farm-p5: ਸਹਿਕਾਰੀ ਸਭਾਵਾਂ ਅਤੇ ਕਿਸਾਨ ਉਤਪਾਦਕ ਸੰਗਠਨ ਇਸ ਕੰਮ ਵਿਚ ਵੱਡੀ ਭੂਮਿਕਾ ਨਿਭਾ ਸਕਦੇ ਹਨ। ਇਨ੍ਹਾਂ ਨੂੰ ਸਿਖਲਾਈ ਅਤੇ ਪੂੰਜੀ ਦੀ ਮਦਦ ਦਿੱਤੀ ਜਾਵੇ। [311,654,371,689]
left-story-p6: ਆਨਲਾਈਨ ਸ਼ਿਕਾਇਤ ਪ੍ਰਣਾਲੀ ਨੂੰ ਮਜ਼ਬੂਤ ਕਰਨਾ ਸਮੇਂ ਦੀ ਮੁੱਖ ਲੋੜ ਹੈ ਤਾਂ ਜੋ ਹਰ ਦਰਖ਼ਾਸਤ ਦੀ ਸਥਿਤੀ ਸ਼ਿਕਾਇਤਕਰਤਾ ਨੂੰ ਪਤਾ ਲੱਗਦੀ ਰਹੇ ਅਤੇ ਪਾਰਦਰਸ਼ਤਾ ਬਣੀ ਰਹੇ। [23,276,193,289]
farm-p7: ਪੰਜਾਬ ਦੀ ਖੇਤੀ ਅੱਜ ਕਣਕ-ਝੋਨੇ ਦੇ ਚੱਕਰ ਵਿਚ ਫਸੀ ਹੋਈ ਹੈ। ਇਸ ਨਾਲ ਧਰਤੀ ਹੇਠਲਾ ਪਾਣੀ ਲਗਾਤਾਰ ਹੇਠਾਂ ਜਾ ਰਿਹਾ ਹੈ ਅਤੇ ਮਿੱਟੀ ਦੀ ਸਿਹਤ ਵੀ ਵਿਗੜ ਰਹੀ ਹੈ। [375,654,436,689]
rally-col5-p1: ਰੈਲੀ ਦੇ ਅੰਤ ਵਿਚ ਮਤਾ ਪਾਸ ਕੀਤਾ ਗਿਆ ਜਿਸ ਵਿਚ ਮੰਗ ਕੀਤੀ ਗਈ ਕਿ ਚੋਣ ਪ੍ਰਕਿਰਿਆ ਨੂੰ ਪਾਰਦਰਸ਼ੀ ਬਣਾਇਆ ਜਾਵੇ ਅਤੇ ਹਰ ਵੋਟਰ ਨੂੰ ਆਪਣਾ ਹੱਕ ਵਰਤਣ ਦਾ ਮੌਕਾ ਮਿਲੇ। [417,310,501,338]
nuclear-author-name: ਅਨਿਲ ਵਧਾਵਨ [440,541,470,547]
masthead-title: ਅਜੀਤ [74,60,142,89]
page-sheet [8,8,679,1081]
nuclear-p7: ਭਾਰਤ ਨੇ ਪ੍ਰਮਾਣੂ ਊਰਜਾ ਦੇ ਖੇਤਰ ਵਿਚ ਪਿਛਲੇ ਕੁਝ ਸਾਲਾਂ ਦੌਰਾਨ ਮਹੱਤਵਪੂਰਨ ਤਰੱਕੀ ਕੀਤੀ ਹੈ। ਸਰਕਾਰ ਨੇ 2047 ਤੱਕ 100 ਗੀਗਾਵਾਟ ਪ੍ਰਮਾਣੂ ਸਮਰੱਥਾ ਦਾ ਟੀਚਾ ਰੱਖਿਆ ਹੈ। [581,414,673,442]
farm-heading-bar [199,627,673,651]
issue-date [524,24,674,48]
left-story-p2: ਸਰਕਾਰੀ ਅੰਕੜਿਆਂ ਅਨੁਸਾਰ ਪਿਛਲੇ ਸਾਲ 1500 ਤੋਂ ਵਧੇਰੇ ਦਰਖ਼ਾਸਤਾਂ ਪ੍ਰਾਪਤ ਹੋਈਆਂ ਜਿਨ੍ਹਾਂ ਵਿਚੋਂ ਸਿਰਫ਼ 122 ਦਾ ਹੀ ਨਿਪਟਾਰਾ ਹੋ ਸਕਿਆ। ਬਾਕੀ 133 ਮਾਮਲੇ ਅਜੇ ਵੀ ਵਿਚਾਰ ਅਧੀਨ ਹਨ ਜਾਂ ਜਾਂਚ ਦੇ ਘੇਰੇ ਵਿਚ ਹਨ। [23,194,193,215]
rally-col-6 [505,89,589,171]
nuclear-p9: ਨਿੱਜੀ ਖੇਤਰ ਨੂੰ ਵੀ ਇਸ ਖੇਤਰ ਵਿਚ ਨਿਵੇਸ਼ ਦੀ ਇਜਾਜ਼ਤ ਦੇਣ ਬਾਰੇ ਵਿਚਾਰ ਕੀਤਾ ਜਾ ਰਿਹਾ ਹੈ। ਇਸ ਨਾਲ ਤਕਨੀਕੀ ਵਿਕਾਸ ਤੇਜ਼ ਹੋਵੇਗਾ। [359,522,421,550]
left-column [23,137,193,311]
